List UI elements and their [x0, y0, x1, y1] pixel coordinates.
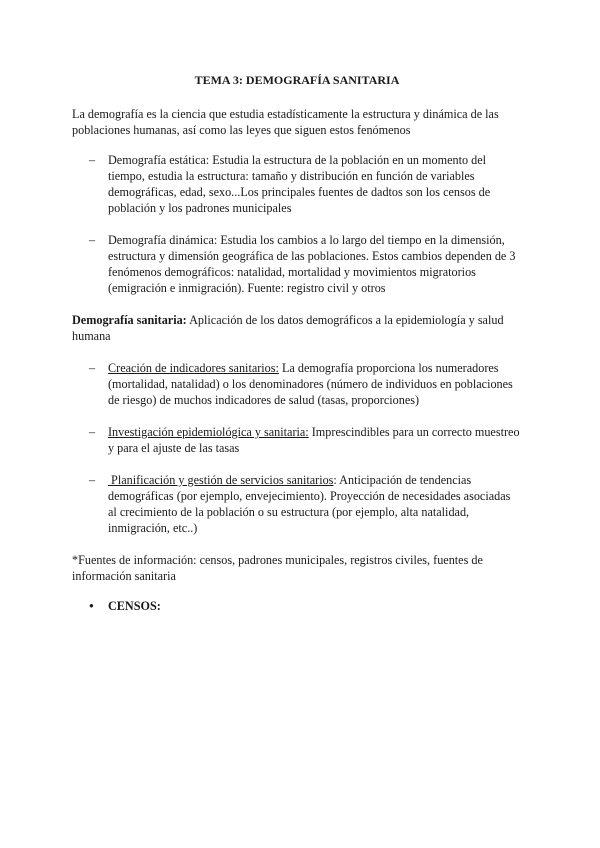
list-item-demografia-estatica: – Demografía estática: Estudia la estructura de la población en un momento del tiempo, estudia la estructura: tamaño y distribución en función de variables demográficas, edad, sexo...Los principales fuentes de dadtos son los censos de población y los padrones municipales [72, 152, 522, 216]
demography-types-list [72, 152, 522, 296]
list-item-investigacion [72, 424, 522, 456]
bullet-list [72, 598, 522, 614]
document-title: TEMA 3: DEMOGRAFÍA SANITARIA [194, 73, 400, 87]
planificacion-text: : Anticipación de tendencias demográficas (por ejemplo, envejecimiento). Proyección de necesidades asociadas al crecimiento de la población o su estructura (por ejemplo, alta natalidad, inmigración, etc..) [108, 473, 511, 535]
indicadores-text: La demografía proporciona los numeradores (mortalidad, natalidad) o los denominadores (número de individuos en poblaciones de riesgo) de muchos indicadores de salud (tasas, proporciones) [108, 361, 513, 407]
fuentes-paragraph: *Fuentes de información: censos, padrones municipales, registros civiles, fuentes de información sanitaria [72, 553, 483, 583]
planificacion-label: Planificación y gestión de servicios sanitarios [108, 473, 334, 487]
investigacion-text: Imprescindibles para un correcto muestreo y para el ajuste de las tasas [108, 425, 520, 455]
list-item-demografia-dinamica: – Demografía dinámica: Estudia los cambios a lo largo del tiempo en la dimensión, estructura y dimensión geográfica de las poblaciones. Estos cambios dependen de 3 fenómenos demográficos: natalidad, mortalidad y movimientos migratorios (emigración e inmigración). Fuente: registro civil y otros [72, 232, 522, 296]
applications-list [72, 360, 522, 536]
document-page [72, 70, 522, 614]
list-item-planificacion [72, 472, 522, 536]
indicadores-label: Creación de indicadores sanitarios: [108, 361, 279, 375]
list-item-censos: ● CENSOS: [72, 598, 522, 614]
intro-paragraph: La demografía es la ciencia que estudia estadísticamente la estructura y dinámica de las poblaciones humanas, así como las leyes que siguen estos fenómenos [72, 107, 499, 137]
sanitaria-text: Aplicación de los datos demográficos a la epidemiología y salud humana [72, 313, 504, 343]
investigacion-label: Investigación epidemiológica y sanitaria: [108, 425, 309, 439]
list-item-indicadores [72, 360, 522, 408]
sanitaria-label: Demografía sanitaria: [72, 313, 187, 327]
sanitaria-paragraph [72, 312, 522, 344]
